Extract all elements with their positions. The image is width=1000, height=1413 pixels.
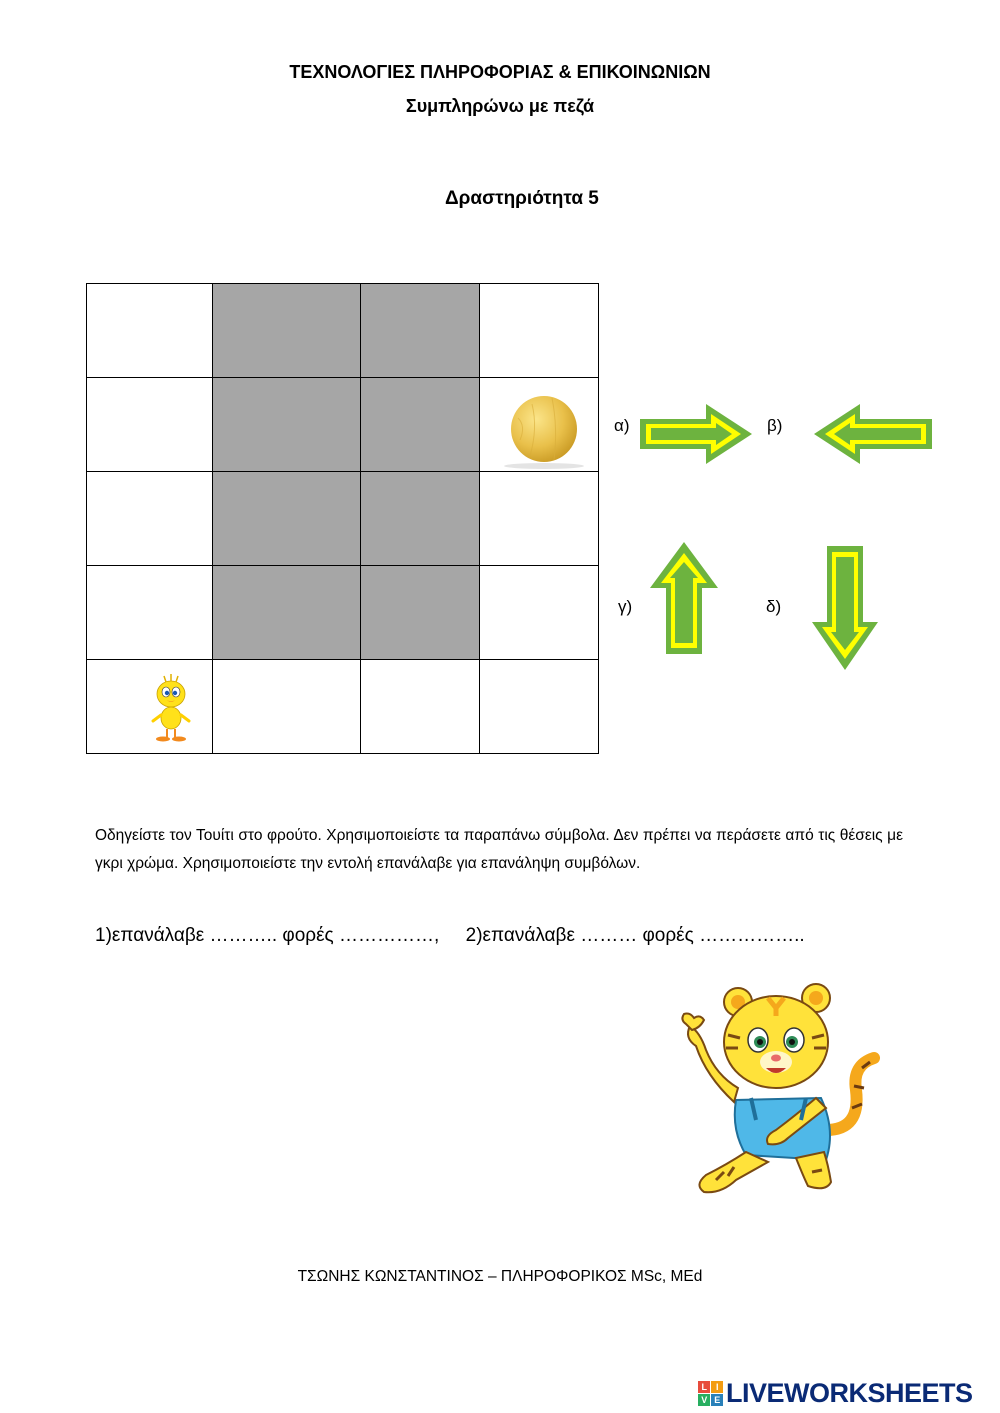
- arrow-label-a: α): [614, 416, 630, 435]
- grid-row: [87, 284, 599, 378]
- grid-row: [87, 378, 599, 472]
- grid-cell: [480, 472, 599, 566]
- course-title: ΤΕΧΝΟΛΟΓΙΕΣ ΠΛΗΡΟΦΟΡΙΑΣ & ΕΠΙΚΟΙΝΩΝΙΩΝ: [289, 62, 711, 82]
- grid-cell: [87, 284, 213, 378]
- gray-cell: [361, 378, 480, 472]
- activity-title: Δραστηριότητα 5: [445, 188, 599, 209]
- up-arrow-icon[interactable]: [648, 540, 720, 656]
- gray-cell: [213, 566, 361, 660]
- gray-cell: [361, 284, 480, 378]
- gray-cell: [213, 472, 361, 566]
- gray-cell: [361, 472, 480, 566]
- left-arrow-icon[interactable]: [812, 402, 934, 466]
- grid-cell: [361, 660, 480, 754]
- grid-row: [87, 472, 599, 566]
- bird-cell: [87, 660, 213, 754]
- tweety-bird-icon: [87, 660, 212, 753]
- melon-fruit-icon: [480, 378, 598, 471]
- arrow-label-d: δ): [766, 597, 782, 616]
- arrow-label-c: γ): [618, 597, 633, 616]
- footer-author: ΤΣΩΝΗΣ ΚΩΝΣΤΑΝΤΙΝΟΣ – ΠΛΗΡΟΦΟΡΙΚΟΣ MSc, MEd: [297, 1268, 703, 1285]
- arrow-label-b: β): [767, 416, 783, 435]
- grid-cell: [87, 566, 213, 660]
- grid-row: [87, 660, 599, 754]
- subtitle: Συμπληρώνω με πεζά: [405, 96, 595, 116]
- gray-cell: [213, 378, 361, 472]
- grid-cell: [87, 472, 213, 566]
- grid-cell: [480, 566, 599, 660]
- grid-row: [87, 566, 599, 660]
- liveworksheets-logo-text: LIVEWORKSHEETS: [726, 1378, 973, 1408]
- right-arrow-icon[interactable]: [638, 402, 754, 466]
- tiger-cartoon-icon: [676, 980, 882, 1202]
- gray-cell: [361, 566, 480, 660]
- liveworksheets-logo[interactable]: [698, 1378, 973, 1409]
- maze-grid: [86, 283, 599, 754]
- answer-line[interactable]: 1)επανάλαβε ……….. φορές ……………, 2)επανάλαβε ……… φορές ……………..: [95, 925, 805, 946]
- fruit-cell: [480, 378, 599, 472]
- grid-cell: [480, 284, 599, 378]
- down-arrow-icon[interactable]: [810, 544, 880, 672]
- grid-cell: [87, 378, 213, 472]
- grid-cell: [480, 660, 599, 754]
- liveworksheets-badge-icon: L I V E: [698, 1381, 723, 1406]
- gray-cell: [213, 284, 361, 378]
- grid-cell: [213, 660, 361, 754]
- instructions-text: Οδηγείστε τον Τουίτι στο φρούτο. Χρησιμοποιείστε τα παραπάνω σύμβολα. Δεν πρέπει να περάσετε από τις θέσεις με γκρι χρώμα. Χρησιμοποιείστε την εντολή επανάλαβε για επανάληψη συμβόλων.: [95, 827, 903, 872]
